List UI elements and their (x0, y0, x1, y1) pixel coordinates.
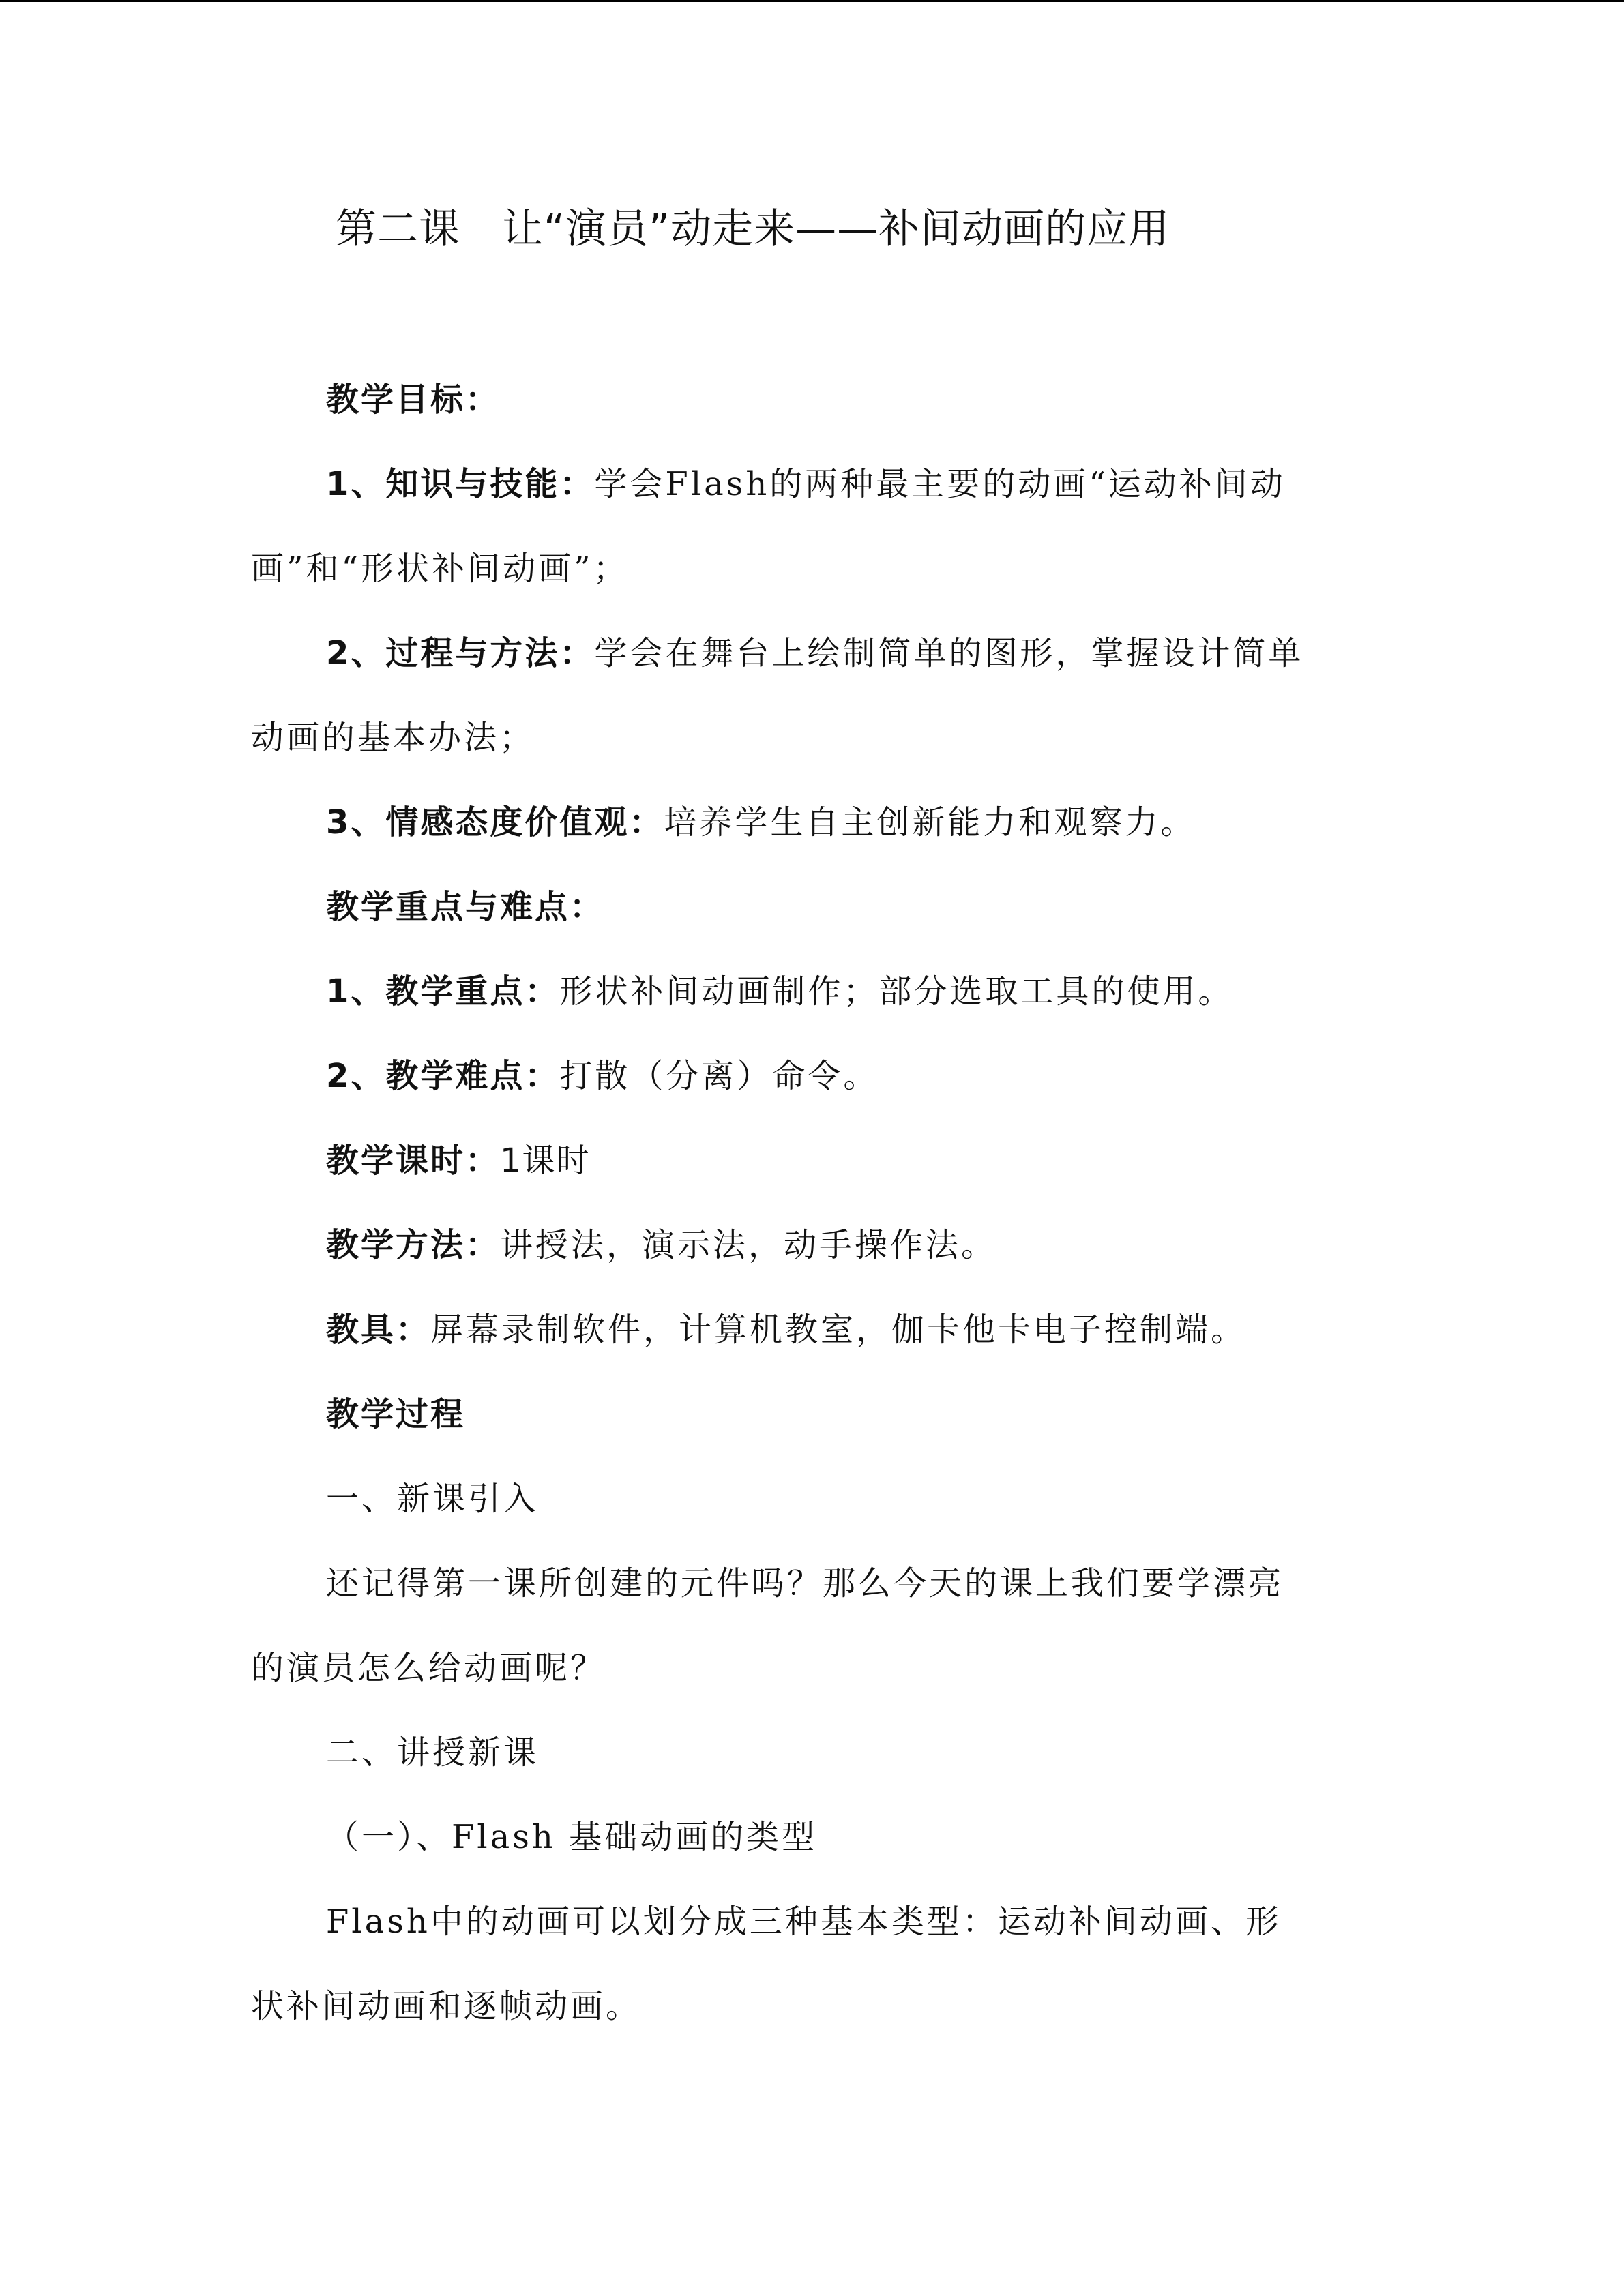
key-point-difficulty-text: 打散（分离）命令。 (559, 1057, 879, 1095)
subsection-animation-types-text-continued: 状补间动画和逐帧动画。 (251, 1987, 642, 2025)
section-intro-heading: 一、新课引入 (326, 1480, 540, 1518)
teaching-methods-text: 讲授法，演示法，动手操作法。 (500, 1226, 997, 1264)
objective-attitude-label: 3、情感态度价值观： (326, 803, 664, 841)
key-point-difficulty (326, 1049, 1451, 1103)
class-hours (326, 1133, 1451, 1188)
lesson-title: 第二课 让“演员”动走来——补间动画的应用 (336, 205, 1170, 253)
objectives-heading: 教学目标： (326, 381, 501, 419)
teaching-tools-label: 教具： (326, 1311, 431, 1349)
objective-knowledge (326, 457, 1451, 511)
top-border-rule (0, 0, 1624, 2)
key-point-focus-label: 1、教学重点： (326, 972, 560, 1011)
objective-knowledge-text: 学会Flash的两种最主要的动画“运动补间动 (594, 465, 1286, 503)
subsection-animation-types-heading: （一）、Flash 基础动画的类型 (326, 1818, 818, 1856)
section-intro-text: 还记得第一课所创建的元件吗？那么今天的课上我们要学漂亮 (326, 1564, 1284, 1602)
teaching-tools (326, 1302, 1451, 1357)
section-lecture-heading: 二、讲授新课 (326, 1733, 540, 1772)
key-point-focus (326, 964, 1451, 1019)
process-heading: 教学过程 (326, 1395, 466, 1433)
objective-process-continued: 动画的基本办法； (251, 719, 535, 757)
key-point-difficulty-label: 2、教学难点： (326, 1057, 560, 1095)
objective-attitude (326, 795, 1451, 850)
objective-knowledge-label: 1、知识与技能： (326, 465, 595, 503)
subsection-animation-types-text: Flash中的动画可以划分成三种基本类型：运动补间动画、形 (326, 1903, 1282, 1941)
class-hours-label: 教学课时： (326, 1142, 501, 1180)
objective-knowledge-continued: 画”和“形状补间动画”； (251, 550, 629, 588)
objective-process (326, 626, 1451, 681)
objective-process-text: 学会在舞台上绘制简单的图形，掌握设计简单 (594, 634, 1304, 672)
objective-process-label: 2、过程与方法： (326, 634, 595, 672)
section-intro-text-continued: 的演员怎么给动画呢？ (251, 1649, 606, 1687)
teaching-methods (326, 1218, 1451, 1272)
teaching-tools-text: 屏幕录制软件，计算机教室，伽卡他卡电子控制端。 (430, 1311, 1247, 1349)
key-point-focus-text: 形状补间动画制作；部分选取工具的使用。 (559, 972, 1234, 1011)
key-points-heading: 教学重点与难点： (326, 888, 605, 926)
teaching-methods-label: 教学方法： (326, 1226, 501, 1264)
objective-attitude-text: 培养学生自主创新能力和观察力。 (664, 803, 1196, 841)
class-hours-text: 1课时 (500, 1142, 591, 1180)
